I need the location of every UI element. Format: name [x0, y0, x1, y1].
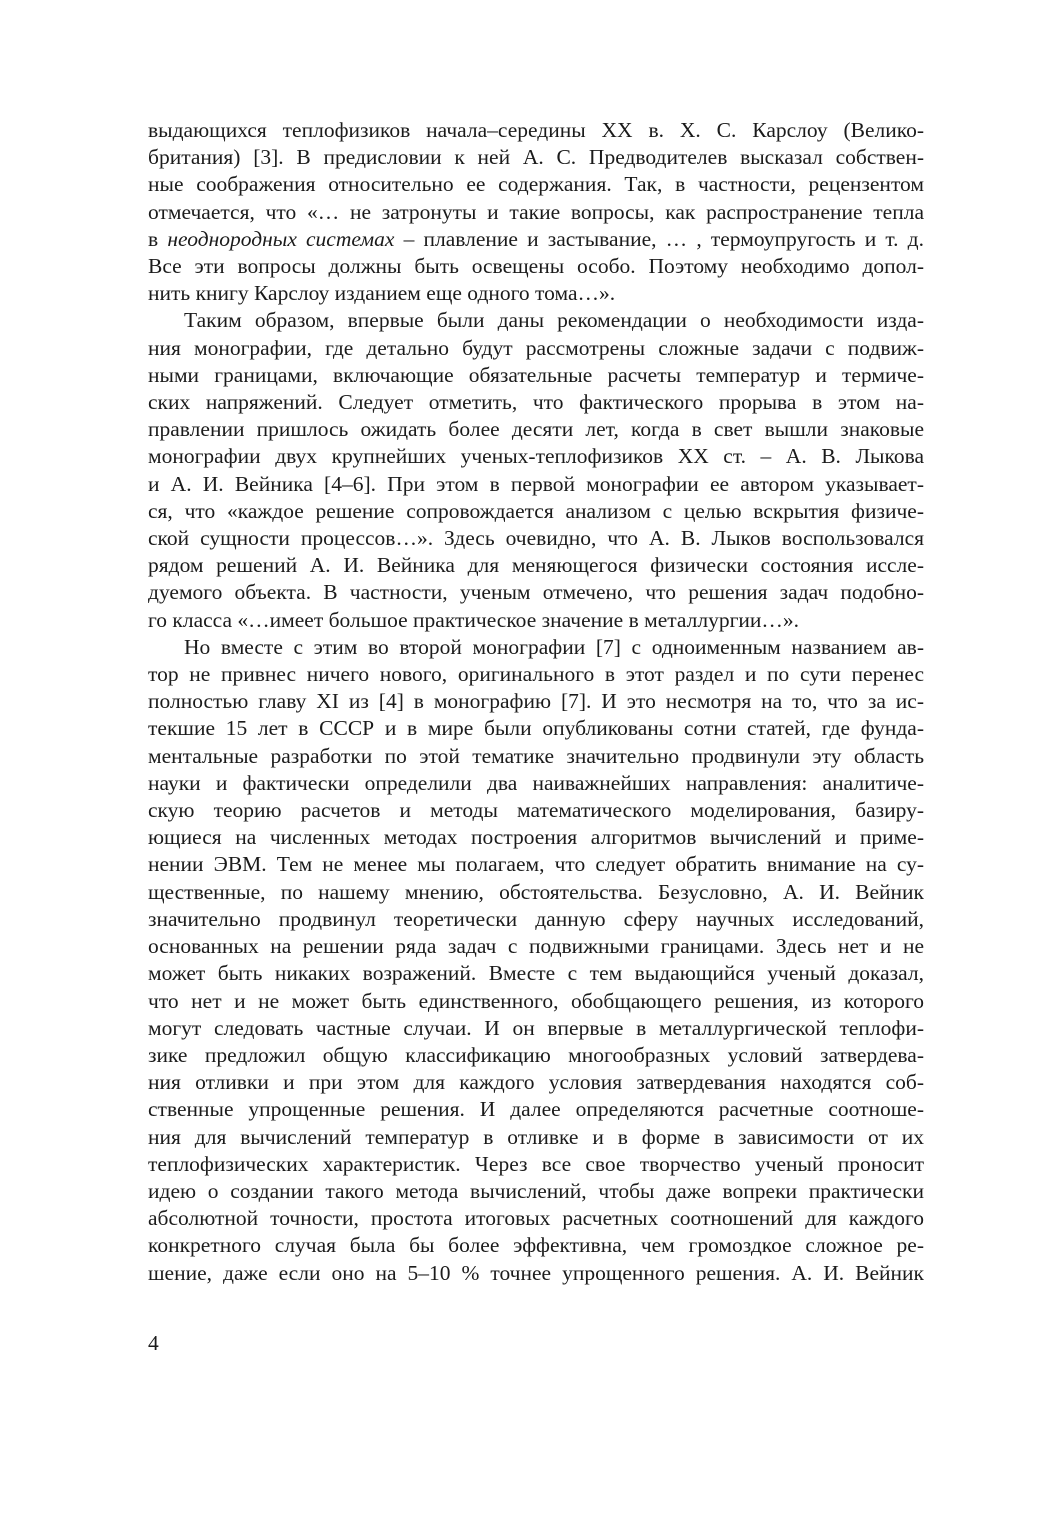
- text-line: конкретного случая была бы более эффективна, чем громоздкое сложное ре-: [148, 1233, 924, 1258]
- text-line: абсолютной точности, простота итоговых расчетных соотношений для каждого: [148, 1206, 924, 1231]
- text-line: значительно продвинул теоретически данную сферу научных исследований,: [148, 906, 924, 931]
- text-line: рядом решений А. И. Вейника для меняющегося физически состояния иссле-: [148, 553, 924, 578]
- text-line: скую теорию расчетов и методы математического моделирования, базиру-: [148, 798, 924, 823]
- text-line: тор не привнес ничего нового, оригинального в этот раздел и по сути перенес: [148, 662, 924, 687]
- text-line: может быть никаких возражений. Вместе с тем выдающийся ученый доказал,: [148, 961, 924, 986]
- text-line: ными границами, включающие обязательные расчеты температур и термиче-: [148, 362, 924, 387]
- text-fragment: – плавление и застывание, … , термоупругость и т. д.: [394, 226, 924, 251]
- text-line: что нет и не может быть единственного, обобщающего решения, из которого: [148, 988, 924, 1013]
- text-line: щественные, по нашему мнению, обстоятельства. Безусловно, А. И. Вейник: [148, 879, 924, 904]
- paragraph-2: [148, 307, 924, 633]
- page-number: 4: [148, 1331, 159, 1355]
- text-line: могут следовать частные случаи. И он впервые в металлургической теплофи-: [148, 1015, 924, 1040]
- text-line: нить книгу Карслоу изданием еще одного тома…».: [148, 281, 616, 306]
- text-line: отмечается, что «… не затронуты и такие вопросы, как распространение тепла: [148, 199, 924, 224]
- text-line: полностью главу XI из [4] в монографию [7]. И это несмотря на то, что за ис-: [148, 689, 924, 714]
- text-line: дуемого объекта. В частности, ученым отмечено, что решения задач подобно-: [148, 580, 924, 605]
- text-line: британия) [3]. В предисловии к ней А. С. Предводителев высказал собствен-: [148, 145, 924, 170]
- text-line: выдающихся теплофизиков начала–середины XX в. Х. С. Карслоу (Велико-: [148, 118, 924, 142]
- text-line: Все эти вопросы должны быть освещены особо. Поэтому необходимо допол-: [148, 254, 924, 279]
- italic-term: неоднородных системах: [167, 226, 395, 251]
- text-line: ния отливки и при этом для каждого условия затвердевания находятся соб-: [148, 1070, 924, 1095]
- text-line: ских напряжений. Следует отметить, что фактического прорыва в этом на-: [148, 390, 924, 415]
- text-line: ской сущности процессов…». Здесь очевидно, что А. В. Лыков воспользовался: [148, 526, 924, 551]
- paragraph-3: [148, 634, 924, 1287]
- text-line: основанных на решении ряда задач с подвижными границами. Здесь нет и не: [148, 934, 924, 959]
- text-fragment: в: [148, 226, 168, 251]
- text-line: ния для вычислений температур в отливке и в форме в зависимости от их: [148, 1124, 924, 1149]
- text-line: зике предложил общую классификацию многообразных условий затвердева-: [148, 1042, 924, 1067]
- text-line: ющиеся на численных методах построения алгоритмов вычислений и приме-: [148, 825, 924, 850]
- text-line: ся, что «каждое решение сопровождается анализом с целью вскрытия физиче-: [148, 498, 924, 523]
- text-line: шение, даже если оно на 5–10 % точнее упрощенного решения. А. И. Вейник: [148, 1260, 924, 1285]
- document-body: [148, 117, 924, 1287]
- text-line: Таким образом, впервые были даны рекомендации о необходимости изда-: [184, 308, 924, 333]
- text-line: науки и фактически определили два наиважнейших направления: аналитиче-: [148, 770, 924, 795]
- text-line: текшие 15 лет в СССР и в мире были опубликованы сотни статей, где фунда-: [148, 716, 924, 741]
- text-line: ментальные разработки по этой тематике значительно продвинули эту область: [148, 743, 924, 768]
- text-line: идею о создании такого метода вычислений, чтобы даже вопреки практически: [148, 1178, 924, 1203]
- text-line: и А. И. Вейника [4–6]. При этом в первой монографии ее автором указывает-: [148, 471, 924, 496]
- text-line: нении ЭВМ. Тем не менее мы полагаем, что следует обратить внимание на су-: [148, 852, 924, 877]
- text-line-with-italic: [148, 226, 924, 253]
- text-line: ные соображения относительно ее содержания. Так, в частности, рецензентом: [148, 172, 924, 197]
- text-line: Но вместе с этим во второй монографии [7] с одноименным названием ав-: [184, 634, 924, 659]
- text-line: го класса «…имеет большое практическое значение в металлургии…».: [148, 607, 800, 632]
- text-line: ния монографии, где детально будут рассмотрены сложные задачи с подвиж-: [148, 335, 924, 360]
- text-line: правлении пришлось ожидать более десяти лет, когда в свет вышли знаковые: [148, 417, 924, 442]
- text-line: теплофизических характеристик. Через все свое творчество ученый проносит: [148, 1151, 924, 1176]
- text-line: монографии двух крупнейших ученых-теплофизиков XX ст. – А. В. Лыкова: [148, 444, 924, 469]
- text-line: ственные упрощенные решения. И далее определяются расчетные соотноше-: [148, 1097, 924, 1122]
- paragraph-1: [148, 117, 924, 307]
